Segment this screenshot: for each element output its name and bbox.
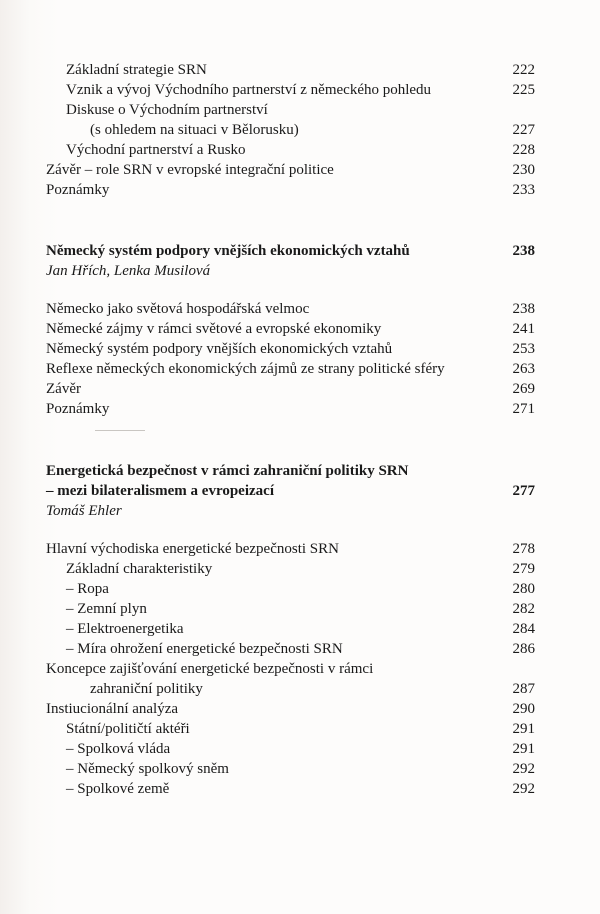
toc-entry xyxy=(0,399,600,419)
toc-entry-title: – Ropa xyxy=(66,581,109,597)
toc-entry xyxy=(0,359,600,379)
toc-entry-title: – Spolkové země xyxy=(66,781,170,797)
toc-chapter-authors xyxy=(0,501,600,521)
toc-entry-title: Základní strategie SRN xyxy=(66,62,207,78)
toc-entry xyxy=(0,339,600,359)
toc-chapter-authors xyxy=(0,261,600,281)
toc-entry xyxy=(0,100,600,120)
toc-entry xyxy=(0,739,600,759)
toc-entry-title: Vznik a vývoj Východního partnerství z německého pohledu xyxy=(66,82,432,98)
toc-entry-page: 287 xyxy=(512,681,535,697)
toc-entry-title: – Německý spolkový sněm xyxy=(66,761,229,777)
toc-entry-page: 230 xyxy=(512,162,535,178)
toc-entry xyxy=(0,80,600,100)
toc-entry-title: Poznámky xyxy=(46,401,110,417)
toc-entry-title: – Míra ohrožení energetické bezpečnosti SRN xyxy=(66,641,343,657)
toc-chapter-title: Energetická bezpečnost v rámci zahraniční politiky SRN xyxy=(46,463,409,479)
toc-entry xyxy=(0,679,600,699)
toc-entry-title: (s ohledem na situaci v Bělorusku) xyxy=(90,122,299,138)
toc-entry-title: zahraniční politiky xyxy=(90,681,203,697)
toc-chapter-title: – mezi bilateralismem a evropeizací xyxy=(46,483,274,499)
toc-entry-page: 228 xyxy=(512,142,535,158)
toc-entry-page: 271 xyxy=(512,401,535,417)
toc-entry-page: 290 xyxy=(512,701,535,717)
toc-entry-title: – Elektroenergetika xyxy=(66,621,184,637)
toc-entry xyxy=(0,319,600,339)
toc-entry-title: – Spolková vláda xyxy=(66,741,171,757)
toc-entry-page: 291 xyxy=(512,721,535,737)
toc-entry-page: 292 xyxy=(512,761,535,777)
toc-entry xyxy=(0,379,600,399)
toc-entry-title: Poznámky xyxy=(46,182,110,198)
toc-entry-title: Německo jako světová hospodářská velmoc xyxy=(46,301,310,317)
toc-chapter-heading xyxy=(0,461,600,481)
toc-entry-title: Základní charakteristiky xyxy=(66,561,213,577)
toc-entry xyxy=(0,160,600,180)
toc-entry-title: Státní/političtí aktéři xyxy=(66,721,190,737)
toc-entry-title: Závěr xyxy=(46,381,81,397)
toc-entry xyxy=(0,559,600,579)
toc-entry xyxy=(0,719,600,739)
toc-entry-page: 238 xyxy=(512,301,535,317)
toc-entry xyxy=(0,599,600,619)
toc-entry-title: Diskuse o Východním partnerství xyxy=(66,102,268,118)
toc-entry-page: 269 xyxy=(512,381,535,397)
toc-authors-text: Tomáš Ehler xyxy=(46,503,122,519)
toc-entry-title: Závěr – role SRN v evropské integrační politice xyxy=(46,162,334,178)
toc-entry-page: 286 xyxy=(512,641,535,657)
toc-chapter-page: 277 xyxy=(512,483,535,499)
toc-entry-page: 292 xyxy=(512,781,535,797)
toc-entry-page: 253 xyxy=(512,341,535,357)
toc-entry-page: 225 xyxy=(512,82,535,98)
toc-chapter-page: 238 xyxy=(512,243,535,259)
toc-entry-page: 280 xyxy=(512,581,535,597)
toc-entry-title: Východní partnerství a Rusko xyxy=(66,142,246,158)
toc-chapter-heading-continued xyxy=(0,481,600,501)
toc-entry-title: Koncepce zajišťování energetické bezpečnosti v rámci xyxy=(46,661,374,677)
toc-entry-title: Německý systém podpory vnějších ekonomických vztahů xyxy=(46,341,393,357)
toc-entry xyxy=(0,180,600,200)
scan-mark xyxy=(95,430,145,431)
toc-entry xyxy=(0,779,600,799)
toc-entry-page: 263 xyxy=(512,361,535,377)
toc-entry-title: Hlavní východiska energetické bezpečnosti SRN xyxy=(46,541,339,557)
toc-entry-page: 233 xyxy=(512,182,535,198)
toc-entry xyxy=(0,299,600,319)
toc-chapter-title: Německý systém podpory vnějších ekonomických vztahů xyxy=(46,243,410,259)
toc-entry xyxy=(0,60,600,80)
toc-entry-title: – Zemní plyn xyxy=(66,601,147,617)
toc-entry-title: Instiucionální analýza xyxy=(46,701,179,717)
toc-authors-text: Jan Hřích, Lenka Musilová xyxy=(46,263,211,279)
toc-entry-page: 291 xyxy=(512,741,535,757)
toc-entry-page: 278 xyxy=(512,541,535,557)
toc-entry xyxy=(0,699,600,719)
toc-entry xyxy=(0,120,600,140)
toc-entry xyxy=(0,759,600,779)
toc-entry-title: Reflexe německých ekonomických zájmů ze strany politické sféry xyxy=(46,361,445,377)
toc-entry xyxy=(0,140,600,160)
toc-entry-page: 284 xyxy=(512,621,535,637)
toc-entry-title: Německé zájmy v rámci světové a evropské ekonomiky xyxy=(46,321,382,337)
toc-entry xyxy=(0,659,600,679)
toc-entry xyxy=(0,619,600,639)
toc-entry xyxy=(0,539,600,559)
toc-entry xyxy=(0,579,600,599)
toc-chapter-heading xyxy=(0,241,600,261)
toc-entry-page: 282 xyxy=(512,601,535,617)
toc-entry-page: 222 xyxy=(512,62,535,78)
toc-entry-page: 241 xyxy=(512,321,535,337)
toc-entry-page: 227 xyxy=(512,122,535,138)
toc-entry xyxy=(0,639,600,659)
toc-entry-page: 279 xyxy=(512,561,535,577)
